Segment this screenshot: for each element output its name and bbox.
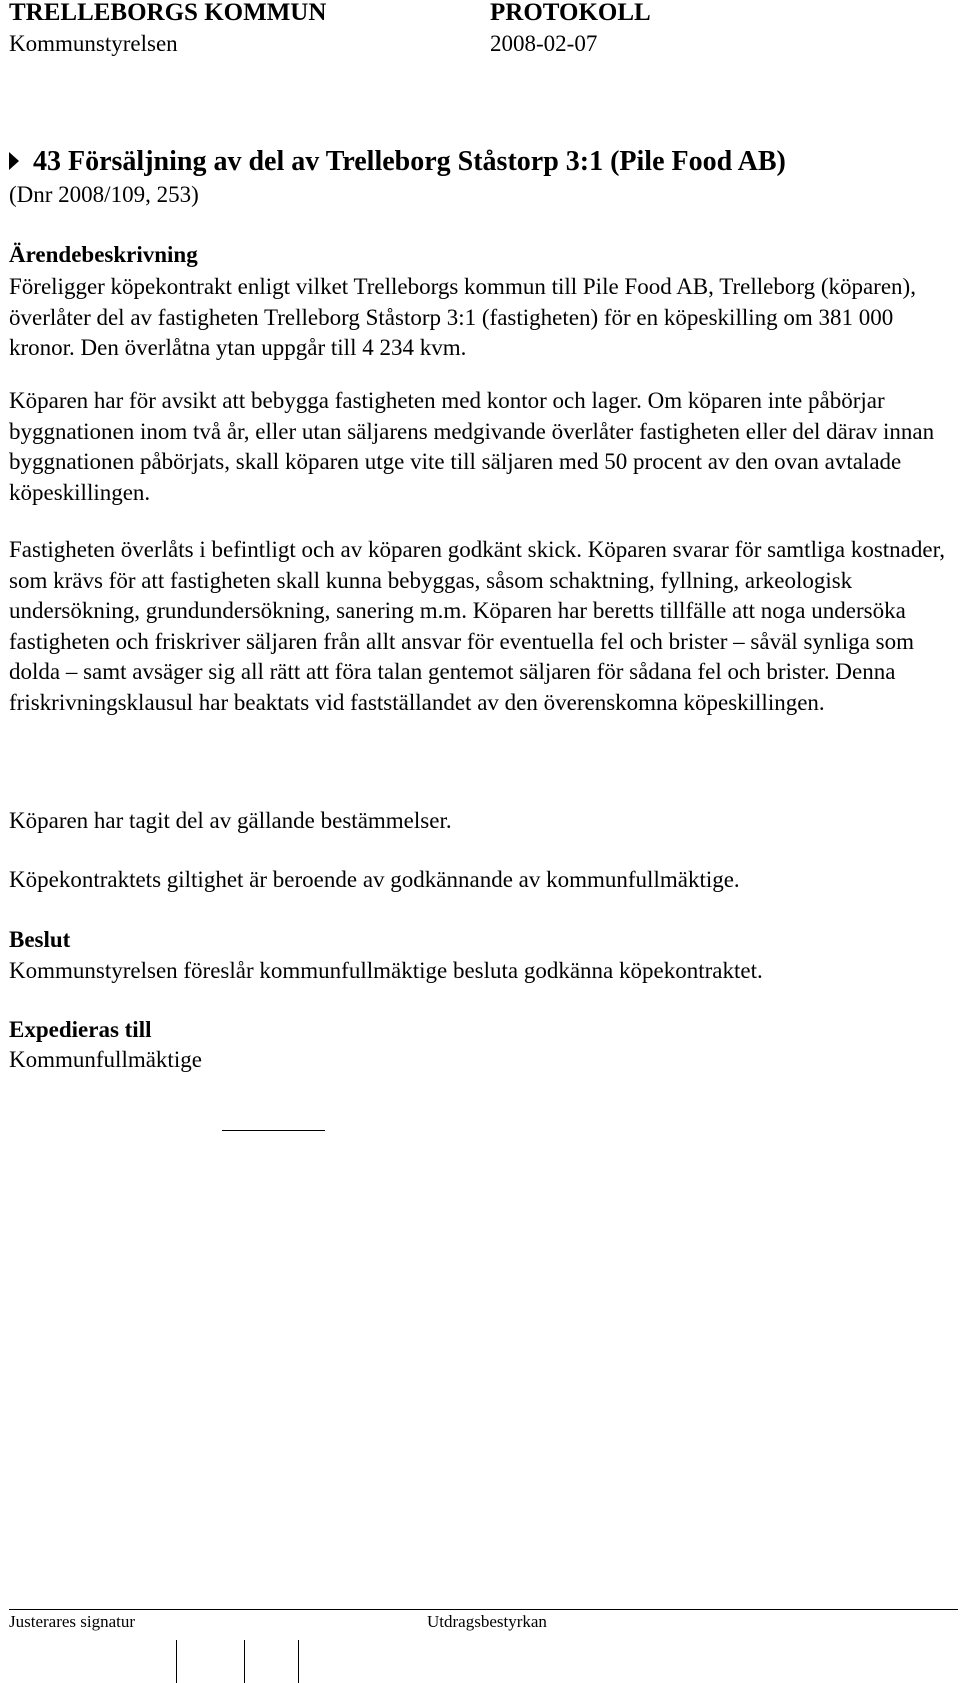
footer-top-rule: [9, 1609, 958, 1610]
description-paragraph-1: Föreligger köpekontrakt enligt vilket Trelleborgs kommun till Pile Food AB, Trelleborg (köparen), överlåter del av fastigheten Trelleborg Ståstorp 3:1 (fastigheten) för en köpeskilling om 381 000 kronor. Den överlåtna ytan uppgår till 4 234 kvm.: [9, 274, 916, 360]
decision-text: Kommunstyrelsen föreslår kommunfullmäktige besluta godkänna köpekontraktet.: [9, 958, 763, 983]
signature-box-divider: [244, 1640, 245, 1683]
arrow-marker-icon: [9, 152, 19, 170]
document-type: PROTOKOLL: [490, 0, 651, 26]
distribution-recipient: Kommunfullmäktige: [9, 1047, 202, 1072]
signature-box-divider: [176, 1640, 177, 1683]
description-paragraph-4: Köparen har tagit del av gällande bestämmelser.: [9, 808, 452, 833]
meeting-date: 2008-02-07: [490, 31, 598, 56]
organization-name: TRELLEBORGS KOMMUN: [9, 0, 327, 26]
signature-box-divider: [298, 1640, 299, 1683]
end-rule: [222, 1130, 325, 1131]
description-paragraph-2: Köparen har för avsikt att bebygga fastigheten med kontor och lager. Om köparen inte påbörjar byggnationen inom två år, eller utan säljarens medgivande överlåter fastigheten eller del därav innan byggnationen påbörjats, skall köparen utge vite till säljaren med 50 procent av den ovan avtalade köpeskillingen.: [9, 388, 935, 505]
signature-label: Justerares signatur: [9, 1612, 136, 1631]
decision-heading: Beslut: [9, 927, 71, 952]
committee-name: Kommunstyrelsen: [9, 31, 178, 56]
description-paragraph-3: Fastigheten överlåts i befintligt och av köparen godkänt skick. Köparen svarar för samtliga kostnader, som krävs för att fastigheten skall kunna bebyggas, såsom schaktning, fyllning, arkeologisk undersökning, grundundersökning, sanering m.m. Köparen har beretts tillfälle att noga undersöka fastigheten och friskriver säljaren från allt ansvar för eventuella fel och brister – såväl synliga som dolda – samt avsäger sig all rätt att föra talan gentemot säljaren för sådana fel och brister. Denna friskrivningsklausul har beaktats vid fastställandet av den överenskomna köpeskillingen.: [9, 537, 946, 715]
reference-number: (Dnr 2008/109, 253): [9, 182, 199, 207]
distribution-heading: Expedieras till: [9, 1017, 152, 1042]
description-paragraph-5: Köpekontraktets giltighet är beroende av godkännande av kommunfullmäktige.: [9, 867, 740, 892]
description-heading: Ärendebeskrivning: [9, 242, 198, 267]
item-title: 43 Försäljning av del av Trelleborg Ståstorp 3:1 (Pile Food AB): [33, 146, 786, 177]
extract-certification-label: Utdragsbestyrkan: [427, 1612, 547, 1631]
